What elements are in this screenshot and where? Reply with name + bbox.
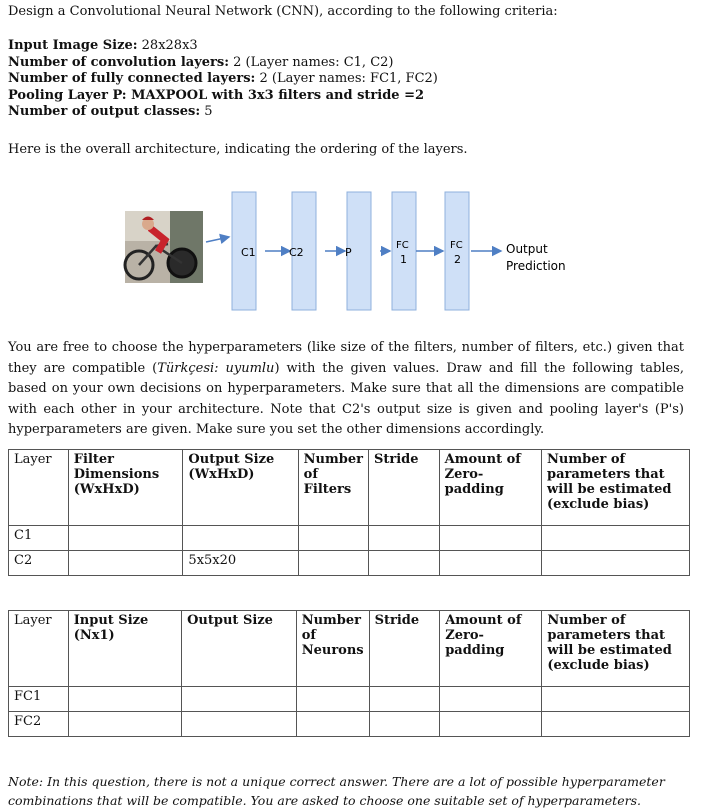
cell: FC2: [9, 712, 69, 737]
cell[interactable]: [183, 526, 298, 551]
layer-label-fc2-top: FC: [450, 240, 463, 251]
layer-label-fc1-bottom: 1: [400, 253, 407, 266]
cell[interactable]: [439, 526, 541, 551]
cell[interactable]: [439, 551, 541, 576]
layer-label-c2: C2: [289, 246, 304, 259]
cell[interactable]: [182, 687, 297, 712]
header-cell: Filter Dimensions (WxHxD): [68, 450, 183, 526]
header-cell: Stride: [369, 611, 440, 687]
cell[interactable]: [542, 712, 690, 737]
architecture-diagram: [120, 180, 590, 320]
table-header-row: [9, 611, 690, 687]
footnote: Note: In this question, there is not a unique correct answer. There are a lot of possible hyperparameter combinations that will be compatible. You are asked to choose one suitable set of hyperparameters.: [8, 774, 665, 808]
cell: FC1: [9, 687, 69, 712]
instructions-paragraph: You are free to choose the hyperparameters (like size of the filters, number of filters, etc.) given that they are compatible (Türkçesi: uyumlu) with the given values. Draw and fill the following tables, based on your own decisions on hyperparameters. Make sure that all the dimensions are compatible with each other in your architecture. Note that C2's output size is given and pooling layer's (P's) hyperparameters are given. Make sure you set the other dimensions accordingly.: [8, 340, 684, 437]
header-cell: Number of parameters that will be estimated (exclude bias): [542, 450, 690, 526]
cell[interactable]: [368, 551, 439, 576]
cell[interactable]: [368, 526, 439, 551]
cell[interactable]: [542, 526, 690, 551]
table-row: [9, 551, 690, 576]
cell[interactable]: [369, 687, 440, 712]
cell: C2: [9, 551, 69, 576]
criteria-item: Number of convolution layers: 2 (Layer names: C1, C2): [8, 54, 394, 70]
cell[interactable]: 5x5x20: [183, 551, 298, 576]
output-label-line2: Prediction: [506, 259, 566, 273]
criteria-item: Pooling Layer P: MAXPOOL with 3x3 filters and stride =2: [8, 87, 425, 103]
architecture-intro: Here is the overall architecture, indicating the ordering of the layers.: [8, 142, 468, 157]
header-cell: Amount of Zero-padding: [440, 611, 542, 687]
cell[interactable]: [68, 687, 181, 712]
header-cell: Output Size: [182, 611, 297, 687]
header-cell: Stride: [368, 450, 439, 526]
criteria-item: Input Image Size: 28x28x3: [8, 38, 198, 53]
header-cell: Layer: [9, 450, 69, 526]
question-title: Design a Convolutional Neural Network (CNN), according to the following criteria:: [8, 4, 558, 19]
cell[interactable]: [68, 712, 181, 737]
criteria-item: Number of output classes: 5: [8, 104, 213, 119]
criteria-list: [8, 38, 438, 121]
conv-layers-table: [8, 449, 690, 576]
criteria-item: Number of fully connected layers: 2 (Layer names: FC1, FC2): [8, 71, 438, 86]
cell[interactable]: [296, 712, 369, 737]
header-cell: Layer: [9, 611, 69, 687]
layer-block-fc1: [392, 192, 416, 310]
layer-block-fc2: [445, 192, 469, 310]
table-row: [9, 526, 690, 551]
header-cell: Input Size (Nx1): [68, 611, 181, 687]
table-row: [9, 712, 690, 737]
table-row: [9, 687, 690, 712]
cell[interactable]: [182, 712, 297, 737]
header-cell: Number of Filters: [298, 450, 368, 526]
header-cell: Number of parameters that will be estimated (exclude bias): [542, 611, 690, 687]
fc-layers-table: [8, 610, 690, 737]
cell[interactable]: [296, 687, 369, 712]
input-image: [125, 211, 203, 283]
cell[interactable]: [440, 712, 542, 737]
table-header-row: [9, 450, 690, 526]
cell[interactable]: [298, 526, 368, 551]
header-cell: Output Size (WxHxD): [183, 450, 298, 526]
header-cell: Number of Neurons: [296, 611, 369, 687]
cell: C1: [9, 526, 69, 551]
output-label-line1: Output: [506, 242, 548, 256]
cell[interactable]: [542, 687, 690, 712]
layer-label-p: P: [345, 246, 352, 259]
cell[interactable]: [542, 551, 690, 576]
cell[interactable]: [440, 687, 542, 712]
layer-label-fc2-bottom: 2: [454, 253, 461, 266]
layer-label-c1: C1: [241, 246, 256, 259]
cell[interactable]: [298, 551, 368, 576]
header-cell: Amount of Zero-padding: [439, 450, 541, 526]
cell[interactable]: [369, 712, 440, 737]
cell[interactable]: [68, 526, 183, 551]
cell[interactable]: [68, 551, 183, 576]
layer-label-fc1-top: FC: [396, 240, 409, 251]
